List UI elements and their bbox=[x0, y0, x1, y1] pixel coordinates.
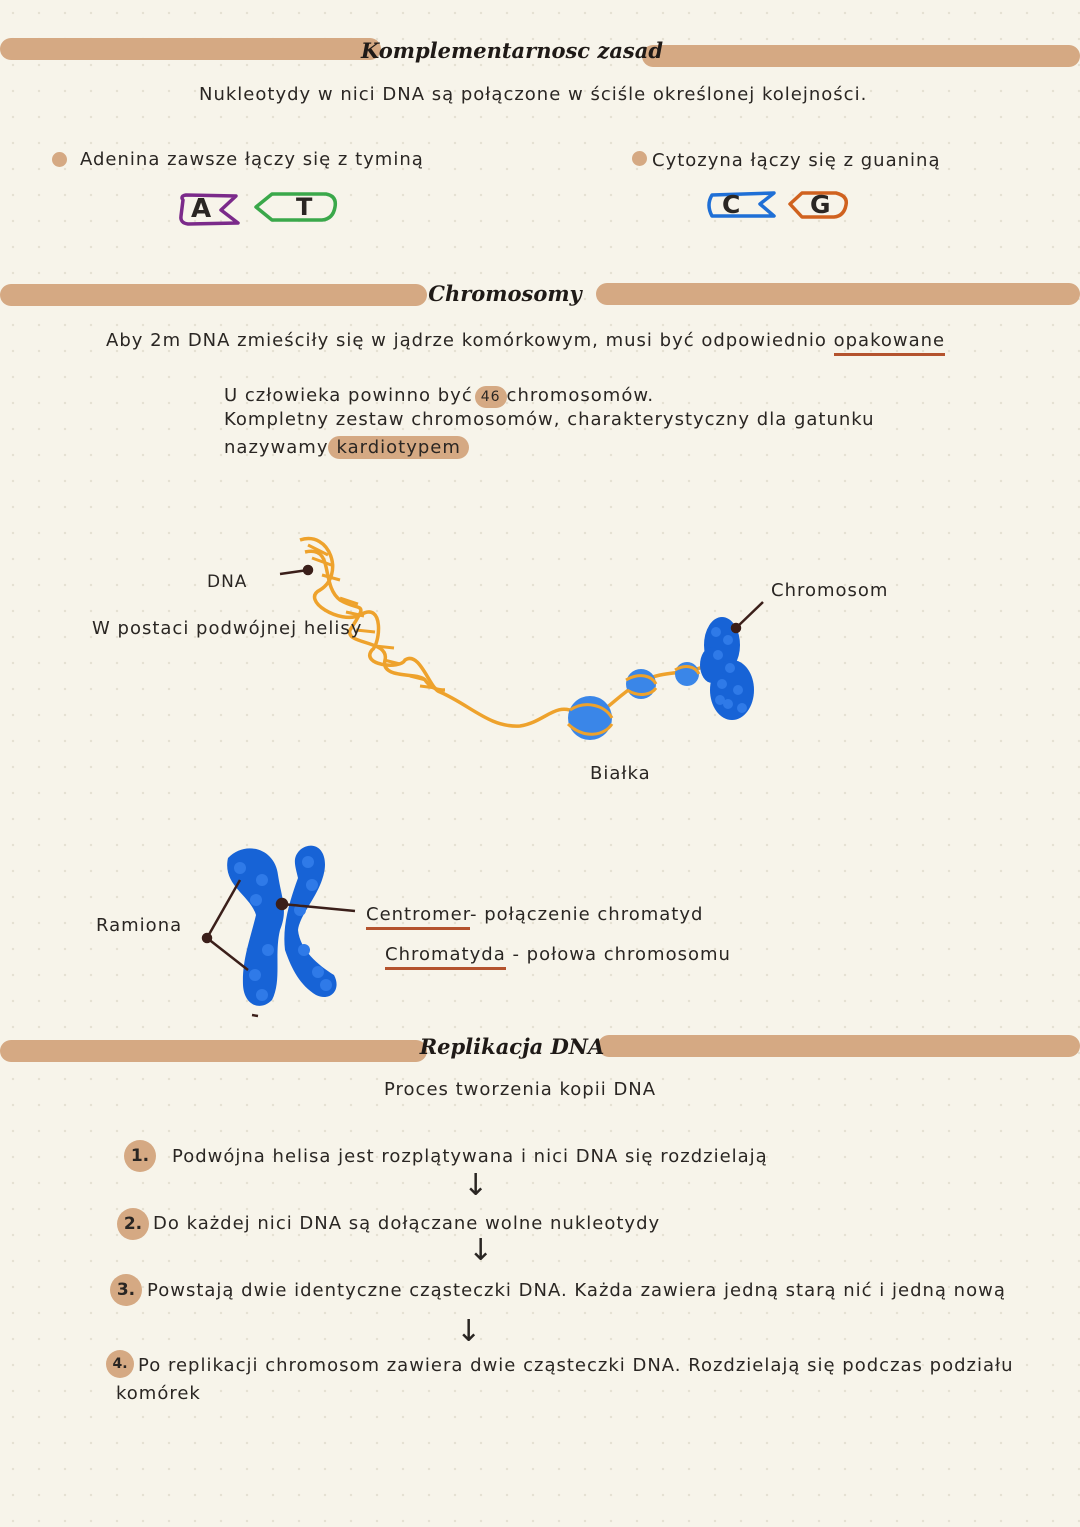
section-title-complementarity: Komplementarnosc zasad bbox=[360, 38, 664, 63]
section-title-replication: Replikacja DNA bbox=[419, 1034, 605, 1059]
chromatid-left bbox=[227, 848, 284, 1006]
adenine-letter: A bbox=[191, 194, 212, 224]
chromosome-texture bbox=[234, 856, 332, 1001]
helix-rungs bbox=[308, 545, 436, 688]
chromatid-term: Chromatyda bbox=[385, 944, 506, 970]
pair2-text: Cytozyna łączy się z guaniną bbox=[652, 150, 941, 171]
cytosine-shape bbox=[709, 193, 774, 216]
section-title-chromosomes: Chromosomy bbox=[428, 281, 582, 306]
step-text-1: Podwójna helisa jest rozplątywana i nici DNA się rozdzielają bbox=[172, 1146, 768, 1167]
pair1-text: Adenina zawsze łączy się z tyminą bbox=[80, 149, 424, 170]
label-chromosome: Chromosom bbox=[771, 580, 889, 601]
step-number-2: 2. bbox=[117, 1208, 149, 1240]
section-bar-right bbox=[596, 283, 1080, 305]
down-arrow-icon: ↓ bbox=[463, 1168, 489, 1203]
down-arrow-icon: ↓ bbox=[456, 1314, 482, 1349]
section-bar-left bbox=[0, 284, 427, 306]
section-bar-right bbox=[598, 1035, 1080, 1057]
nucleosomes bbox=[568, 662, 699, 740]
step-text-4-continuation: komórek bbox=[116, 1383, 201, 1404]
cytosine-letter: C bbox=[722, 190, 741, 219]
chromosomes-intro-underlined: opakowane bbox=[834, 330, 946, 356]
label-proteins: Białka bbox=[590, 763, 651, 784]
section-bar-left bbox=[0, 1040, 427, 1062]
centromere-definition bbox=[366, 904, 703, 925]
karyotype-line: Kompletny zestaw chromosomów, charakterystyczny dla gatunku bbox=[224, 409, 875, 430]
bullet-dot bbox=[52, 152, 67, 167]
centromere-desc: - połączenie chromatyd bbox=[469, 904, 704, 925]
step-text-4: Po replikacji chromosom zawiera dwie cząsteczki DNA. Rozdzielają się podczas podziału bbox=[138, 1355, 1014, 1376]
karyotype-term: kardiotypem bbox=[328, 436, 468, 459]
step-text-3: Powstają dwie identyczne cząsteczki DNA. Każda zawiera jedną starą nić i jedną nową bbox=[147, 1280, 1006, 1301]
section-bar-right bbox=[642, 45, 1080, 67]
chromatid-definition bbox=[385, 944, 731, 965]
label-helix: W postaci podwójnej helisy bbox=[92, 618, 363, 639]
step-text-2: Do każdej nici DNA są dołączane wolne nukleotydy bbox=[153, 1213, 661, 1234]
chromosome-condensed bbox=[700, 617, 754, 720]
guanine-letter: G bbox=[810, 190, 831, 219]
label-arms: Ramiona bbox=[96, 915, 183, 936]
chromosome-count-prefix: U człowieka powinno być bbox=[224, 385, 473, 406]
step-number-3: 3. bbox=[110, 1274, 142, 1306]
complementarity-intro: Nukleotydy w nici DNA są połączone w ściśle określonej kolejności. bbox=[199, 84, 868, 105]
chromatid-right bbox=[284, 846, 336, 997]
chromosomes-intro-text: Aby 2m DNA zmieściły się w jądrze komórkowym, musi być odpowiednio bbox=[106, 330, 827, 351]
chromatid-desc: - połowa chromosomu bbox=[512, 944, 731, 965]
down-arrow-icon: ↓ bbox=[468, 1233, 494, 1268]
karyotype-definition bbox=[224, 437, 469, 458]
dna-double-helix bbox=[300, 539, 730, 727]
chromosome-count-suffix: chromosomów. bbox=[506, 385, 655, 406]
karyotype-prefix: nazywamy bbox=[224, 437, 329, 458]
centromere-term: Centromer bbox=[366, 904, 470, 930]
step-number-4: 4. bbox=[106, 1350, 134, 1378]
chromosomes-intro bbox=[106, 330, 945, 351]
chromosome-count-value: 46 bbox=[475, 386, 507, 408]
chromosome-count-line bbox=[224, 385, 654, 406]
x-chromosome-pointers bbox=[203, 880, 355, 1016]
step-number-1: 1. bbox=[124, 1140, 156, 1172]
replication-intro: Proces tworzenia kopii DNA bbox=[384, 1079, 657, 1100]
bullet-dot bbox=[632, 151, 647, 166]
label-dna: DNA bbox=[207, 572, 248, 592]
section-bar-left bbox=[0, 38, 381, 60]
thymine-letter: T bbox=[296, 193, 313, 221]
